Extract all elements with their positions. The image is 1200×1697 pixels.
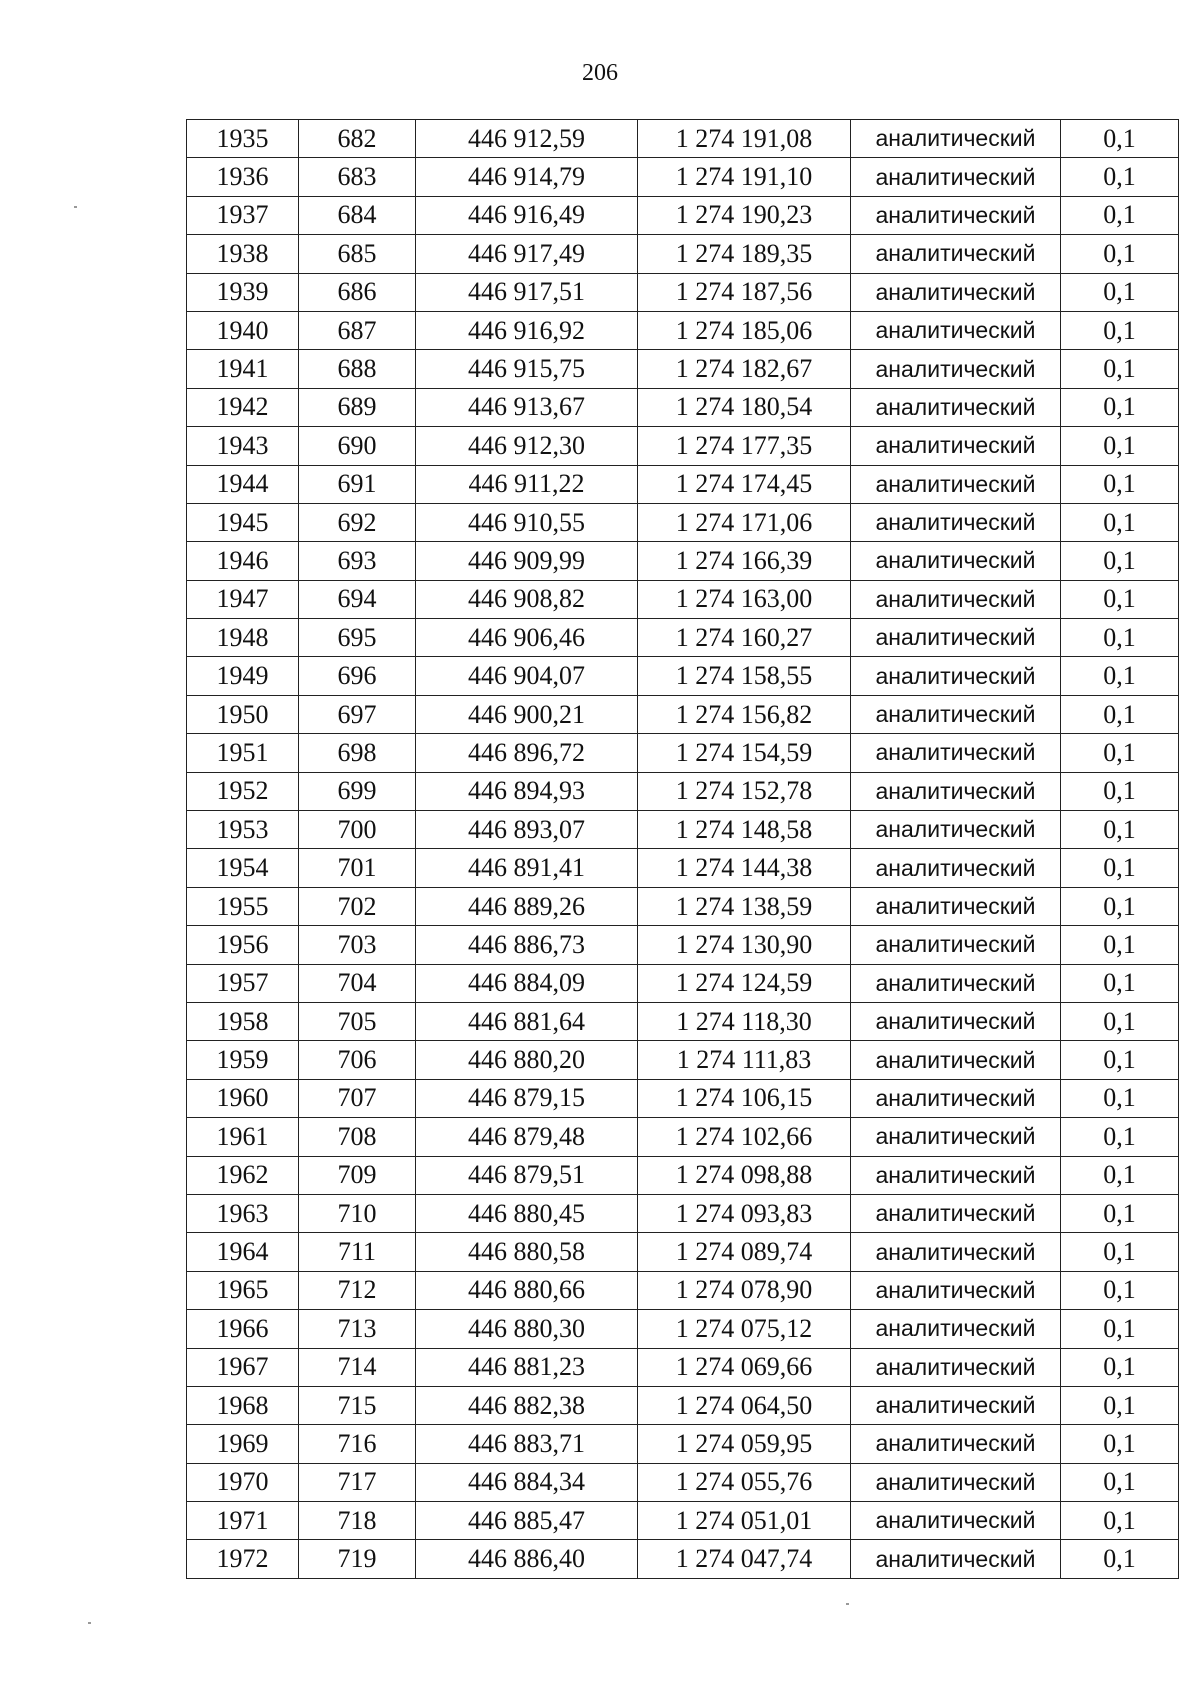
cell-point: 718 <box>299 1502 416 1540</box>
cell-error: 0,1 <box>1061 926 1179 964</box>
cell-num: 1958 <box>187 1002 299 1040</box>
cell-method: аналитический <box>851 196 1061 234</box>
cell-x: 446 900,21 <box>416 695 638 733</box>
cell-method: аналитический <box>851 1425 1061 1463</box>
cell-y: 1 274 152,78 <box>638 772 851 810</box>
table-row <box>187 1041 1179 1079</box>
cell-y: 1 274 089,74 <box>638 1233 851 1271</box>
cell-error: 0,1 <box>1061 465 1179 503</box>
cell-error: 0,1 <box>1061 1271 1179 1309</box>
scan-speck <box>74 206 77 208</box>
cell-y: 1 274 174,45 <box>638 465 851 503</box>
cell-method: аналитический <box>851 427 1061 465</box>
cell-x: 446 914,79 <box>416 158 638 196</box>
cell-method: аналитический <box>851 734 1061 772</box>
cell-y: 1 274 051,01 <box>638 1502 851 1540</box>
cell-method: аналитический <box>851 273 1061 311</box>
table-body <box>187 120 1179 1579</box>
cell-point: 710 <box>299 1194 416 1232</box>
cell-y: 1 274 069,66 <box>638 1348 851 1386</box>
cell-x: 446 916,49 <box>416 196 638 234</box>
cell-point: 697 <box>299 695 416 733</box>
cell-x: 446 916,92 <box>416 311 638 349</box>
cell-num: 1962 <box>187 1156 299 1194</box>
cell-error: 0,1 <box>1061 811 1179 849</box>
cell-y: 1 274 154,59 <box>638 734 851 772</box>
cell-x: 446 891,41 <box>416 849 638 887</box>
coordinates-table <box>186 119 1179 1579</box>
table-row <box>187 1271 1179 1309</box>
cell-method: аналитический <box>851 1079 1061 1117</box>
cell-point: 712 <box>299 1271 416 1309</box>
cell-point: 714 <box>299 1348 416 1386</box>
cell-point: 705 <box>299 1002 416 1040</box>
cell-point: 690 <box>299 427 416 465</box>
cell-point: 695 <box>299 619 416 657</box>
cell-error: 0,1 <box>1061 1348 1179 1386</box>
cell-error: 0,1 <box>1061 1425 1179 1463</box>
cell-error: 0,1 <box>1061 235 1179 273</box>
cell-error: 0,1 <box>1061 849 1179 887</box>
table-row <box>187 772 1179 810</box>
cell-num: 1963 <box>187 1194 299 1232</box>
cell-error: 0,1 <box>1061 542 1179 580</box>
cell-point: 719 <box>299 1540 416 1578</box>
cell-point: 686 <box>299 273 416 311</box>
cell-y: 1 274 166,39 <box>638 542 851 580</box>
cell-y: 1 274 047,74 <box>638 1540 851 1578</box>
cell-y: 1 274 163,00 <box>638 580 851 618</box>
cell-num: 1941 <box>187 350 299 388</box>
cell-error: 0,1 <box>1061 1118 1179 1156</box>
cell-method: аналитический <box>851 1310 1061 1348</box>
table-row <box>187 734 1179 772</box>
cell-error: 0,1 <box>1061 964 1179 1002</box>
cell-y: 1 274 059,95 <box>638 1425 851 1463</box>
cell-method: аналитический <box>851 465 1061 503</box>
cell-error: 0,1 <box>1061 1156 1179 1194</box>
cell-point: 708 <box>299 1118 416 1156</box>
cell-point: 698 <box>299 734 416 772</box>
cell-x: 446 904,07 <box>416 657 638 695</box>
cell-num: 1948 <box>187 619 299 657</box>
cell-point: 706 <box>299 1041 416 1079</box>
table-row <box>187 695 1179 733</box>
cell-error: 0,1 <box>1061 1502 1179 1540</box>
table-row <box>187 1502 1179 1540</box>
cell-error: 0,1 <box>1061 1463 1179 1501</box>
table-row <box>187 350 1179 388</box>
cell-num: 1943 <box>187 427 299 465</box>
cell-point: 685 <box>299 235 416 273</box>
cell-error: 0,1 <box>1061 273 1179 311</box>
scan-speck <box>846 1603 849 1605</box>
cell-num: 1959 <box>187 1041 299 1079</box>
cell-num: 1942 <box>187 388 299 426</box>
cell-x: 446 894,93 <box>416 772 638 810</box>
cell-error: 0,1 <box>1061 695 1179 733</box>
cell-x: 446 889,26 <box>416 887 638 925</box>
cell-point: 704 <box>299 964 416 1002</box>
cell-x: 446 911,22 <box>416 465 638 503</box>
table-row <box>187 427 1179 465</box>
cell-method: аналитический <box>851 1271 1061 1309</box>
cell-x: 446 915,75 <box>416 350 638 388</box>
cell-point: 694 <box>299 580 416 618</box>
cell-y: 1 274 102,66 <box>638 1118 851 1156</box>
table-row <box>187 1118 1179 1156</box>
cell-method: аналитический <box>851 811 1061 849</box>
cell-point: 702 <box>299 887 416 925</box>
cell-num: 1937 <box>187 196 299 234</box>
cell-method: аналитический <box>851 1118 1061 1156</box>
cell-point: 701 <box>299 849 416 887</box>
cell-method: аналитический <box>851 1156 1061 1194</box>
table-row <box>187 1194 1179 1232</box>
cell-x: 446 881,23 <box>416 1348 638 1386</box>
cell-x: 446 906,46 <box>416 619 638 657</box>
table-row <box>187 1386 1179 1424</box>
table-row <box>187 619 1179 657</box>
cell-x: 446 883,71 <box>416 1425 638 1463</box>
cell-num: 1935 <box>187 120 299 158</box>
cell-y: 1 274 124,59 <box>638 964 851 1002</box>
cell-method: аналитический <box>851 120 1061 158</box>
table-row <box>187 273 1179 311</box>
cell-method: аналитический <box>851 1002 1061 1040</box>
cell-num: 1960 <box>187 1079 299 1117</box>
cell-method: аналитический <box>851 1540 1061 1578</box>
cell-num: 1938 <box>187 235 299 273</box>
cell-x: 446 880,20 <box>416 1041 638 1079</box>
cell-method: аналитический <box>851 158 1061 196</box>
cell-y: 1 274 138,59 <box>638 887 851 925</box>
cell-y: 1 274 055,76 <box>638 1463 851 1501</box>
table-row <box>187 887 1179 925</box>
cell-x: 446 886,40 <box>416 1540 638 1578</box>
cell-num: 1967 <box>187 1348 299 1386</box>
table-row <box>187 158 1179 196</box>
cell-error: 0,1 <box>1061 1041 1179 1079</box>
cell-y: 1 274 191,08 <box>638 120 851 158</box>
cell-error: 0,1 <box>1061 734 1179 772</box>
cell-point: 684 <box>299 196 416 234</box>
cell-error: 0,1 <box>1061 1540 1179 1578</box>
cell-num: 1956 <box>187 926 299 964</box>
cell-y: 1 274 158,55 <box>638 657 851 695</box>
cell-x: 446 909,99 <box>416 542 638 580</box>
cell-method: аналитический <box>851 1386 1061 1424</box>
cell-x: 446 880,66 <box>416 1271 638 1309</box>
cell-error: 0,1 <box>1061 1079 1179 1117</box>
cell-y: 1 274 148,58 <box>638 811 851 849</box>
cell-method: аналитический <box>851 772 1061 810</box>
cell-method: аналитический <box>851 887 1061 925</box>
table-row <box>187 657 1179 695</box>
cell-x: 446 879,15 <box>416 1079 638 1117</box>
cell-x: 446 910,55 <box>416 503 638 541</box>
cell-x: 446 893,07 <box>416 811 638 849</box>
cell-error: 0,1 <box>1061 350 1179 388</box>
cell-num: 1944 <box>187 465 299 503</box>
cell-y: 1 274 130,90 <box>638 926 851 964</box>
cell-x: 446 880,45 <box>416 1194 638 1232</box>
cell-x: 446 882,38 <box>416 1386 638 1424</box>
cell-point: 711 <box>299 1233 416 1271</box>
cell-x: 446 880,58 <box>416 1233 638 1271</box>
cell-point: 716 <box>299 1425 416 1463</box>
cell-method: аналитический <box>851 1502 1061 1540</box>
cell-y: 1 274 078,90 <box>638 1271 851 1309</box>
cell-point: 683 <box>299 158 416 196</box>
cell-y: 1 274 075,12 <box>638 1310 851 1348</box>
cell-x: 446 896,72 <box>416 734 638 772</box>
table-row <box>187 580 1179 618</box>
cell-point: 682 <box>299 120 416 158</box>
cell-error: 0,1 <box>1061 427 1179 465</box>
cell-error: 0,1 <box>1061 311 1179 349</box>
table-row <box>187 811 1179 849</box>
cell-x: 446 881,64 <box>416 1002 638 1040</box>
cell-error: 0,1 <box>1061 1002 1179 1040</box>
cell-point: 691 <box>299 465 416 503</box>
cell-num: 1969 <box>187 1425 299 1463</box>
table-row <box>187 1425 1179 1463</box>
table-row <box>187 1233 1179 1271</box>
cell-y: 1 274 144,38 <box>638 849 851 887</box>
cell-method: аналитический <box>851 350 1061 388</box>
cell-error: 0,1 <box>1061 580 1179 618</box>
cell-method: аналитический <box>851 926 1061 964</box>
cell-method: аналитический <box>851 619 1061 657</box>
cell-point: 709 <box>299 1156 416 1194</box>
cell-method: аналитический <box>851 695 1061 733</box>
cell-method: аналитический <box>851 1194 1061 1232</box>
table-row <box>187 120 1179 158</box>
cell-num: 1946 <box>187 542 299 580</box>
cell-y: 1 274 185,06 <box>638 311 851 349</box>
table-row <box>187 388 1179 426</box>
cell-point: 693 <box>299 542 416 580</box>
cell-y: 1 274 191,10 <box>638 158 851 196</box>
cell-error: 0,1 <box>1061 388 1179 426</box>
cell-num: 1940 <box>187 311 299 349</box>
cell-y: 1 274 160,27 <box>638 619 851 657</box>
cell-x: 446 885,47 <box>416 1502 638 1540</box>
cell-num: 1968 <box>187 1386 299 1424</box>
cell-error: 0,1 <box>1061 503 1179 541</box>
scan-speck <box>88 1622 91 1624</box>
cell-num: 1950 <box>187 695 299 733</box>
cell-point: 717 <box>299 1463 416 1501</box>
cell-num: 1939 <box>187 273 299 311</box>
cell-num: 1972 <box>187 1540 299 1578</box>
cell-method: аналитический <box>851 849 1061 887</box>
cell-num: 1966 <box>187 1310 299 1348</box>
cell-error: 0,1 <box>1061 887 1179 925</box>
cell-y: 1 274 182,67 <box>638 350 851 388</box>
cell-x: 446 884,34 <box>416 1463 638 1501</box>
cell-error: 0,1 <box>1061 657 1179 695</box>
cell-point: 692 <box>299 503 416 541</box>
cell-num: 1953 <box>187 811 299 849</box>
cell-num: 1964 <box>187 1233 299 1271</box>
cell-x: 446 917,51 <box>416 273 638 311</box>
cell-method: аналитический <box>851 1233 1061 1271</box>
cell-error: 0,1 <box>1061 619 1179 657</box>
table-row <box>187 1463 1179 1501</box>
cell-x: 446 917,49 <box>416 235 638 273</box>
cell-y: 1 274 106,15 <box>638 1079 851 1117</box>
cell-point: 713 <box>299 1310 416 1348</box>
cell-error: 0,1 <box>1061 1194 1179 1232</box>
cell-y: 1 274 187,56 <box>638 273 851 311</box>
cell-num: 1957 <box>187 964 299 1002</box>
cell-num: 1965 <box>187 1271 299 1309</box>
cell-y: 1 274 190,23 <box>638 196 851 234</box>
cell-y: 1 274 177,35 <box>638 427 851 465</box>
table-row <box>187 235 1179 273</box>
table-row <box>187 926 1179 964</box>
cell-method: аналитический <box>851 311 1061 349</box>
cell-num: 1945 <box>187 503 299 541</box>
table-row <box>187 503 1179 541</box>
cell-point: 707 <box>299 1079 416 1117</box>
cell-method: аналитический <box>851 1041 1061 1079</box>
cell-num: 1949 <box>187 657 299 695</box>
cell-point: 689 <box>299 388 416 426</box>
cell-error: 0,1 <box>1061 158 1179 196</box>
cell-y: 1 274 171,06 <box>638 503 851 541</box>
cell-point: 688 <box>299 350 416 388</box>
table-row <box>187 964 1179 1002</box>
cell-error: 0,1 <box>1061 1310 1179 1348</box>
cell-point: 715 <box>299 1386 416 1424</box>
cell-y: 1 274 064,50 <box>638 1386 851 1424</box>
cell-y: 1 274 093,83 <box>638 1194 851 1232</box>
table-row <box>187 1156 1179 1194</box>
table-row <box>187 1348 1179 1386</box>
cell-y: 1 274 180,54 <box>638 388 851 426</box>
table-row <box>187 1002 1179 1040</box>
cell-method: аналитический <box>851 1463 1061 1501</box>
cell-num: 1971 <box>187 1502 299 1540</box>
cell-error: 0,1 <box>1061 1386 1179 1424</box>
cell-x: 446 913,67 <box>416 388 638 426</box>
page-number: 206 <box>582 60 618 86</box>
cell-x: 446 886,73 <box>416 926 638 964</box>
cell-x: 446 879,51 <box>416 1156 638 1194</box>
table-row <box>187 1079 1179 1117</box>
cell-num: 1951 <box>187 734 299 772</box>
table-row <box>187 542 1179 580</box>
cell-y: 1 274 098,88 <box>638 1156 851 1194</box>
cell-num: 1954 <box>187 849 299 887</box>
cell-error: 0,1 <box>1061 772 1179 810</box>
cell-point: 696 <box>299 657 416 695</box>
cell-num: 1961 <box>187 1118 299 1156</box>
cell-y: 1 274 156,82 <box>638 695 851 733</box>
table-row <box>187 465 1179 503</box>
cell-method: аналитический <box>851 542 1061 580</box>
cell-x: 446 879,48 <box>416 1118 638 1156</box>
cell-num: 1955 <box>187 887 299 925</box>
cell-num: 1952 <box>187 772 299 810</box>
cell-error: 0,1 <box>1061 120 1179 158</box>
cell-num: 1970 <box>187 1463 299 1501</box>
table-row <box>187 1310 1179 1348</box>
cell-x: 446 912,59 <box>416 120 638 158</box>
cell-point: 687 <box>299 311 416 349</box>
cell-method: аналитический <box>851 503 1061 541</box>
cell-point: 703 <box>299 926 416 964</box>
table-row <box>187 196 1179 234</box>
cell-num: 1947 <box>187 580 299 618</box>
cell-x: 446 880,30 <box>416 1310 638 1348</box>
cell-num: 1936 <box>187 158 299 196</box>
cell-point: 700 <box>299 811 416 849</box>
cell-point: 699 <box>299 772 416 810</box>
table-row <box>187 311 1179 349</box>
cell-method: аналитический <box>851 657 1061 695</box>
cell-method: аналитический <box>851 235 1061 273</box>
cell-y: 1 274 118,30 <box>638 1002 851 1040</box>
cell-x: 446 884,09 <box>416 964 638 1002</box>
cell-x: 446 912,30 <box>416 427 638 465</box>
cell-method: аналитический <box>851 1348 1061 1386</box>
table-row <box>187 1540 1179 1578</box>
cell-method: аналитический <box>851 580 1061 618</box>
cell-error: 0,1 <box>1061 1233 1179 1271</box>
cell-y: 1 274 189,35 <box>638 235 851 273</box>
table-row <box>187 849 1179 887</box>
cell-y: 1 274 111,83 <box>638 1041 851 1079</box>
cell-x: 446 908,82 <box>416 580 638 618</box>
cell-method: аналитический <box>851 964 1061 1002</box>
cell-method: аналитический <box>851 388 1061 426</box>
cell-error: 0,1 <box>1061 196 1179 234</box>
